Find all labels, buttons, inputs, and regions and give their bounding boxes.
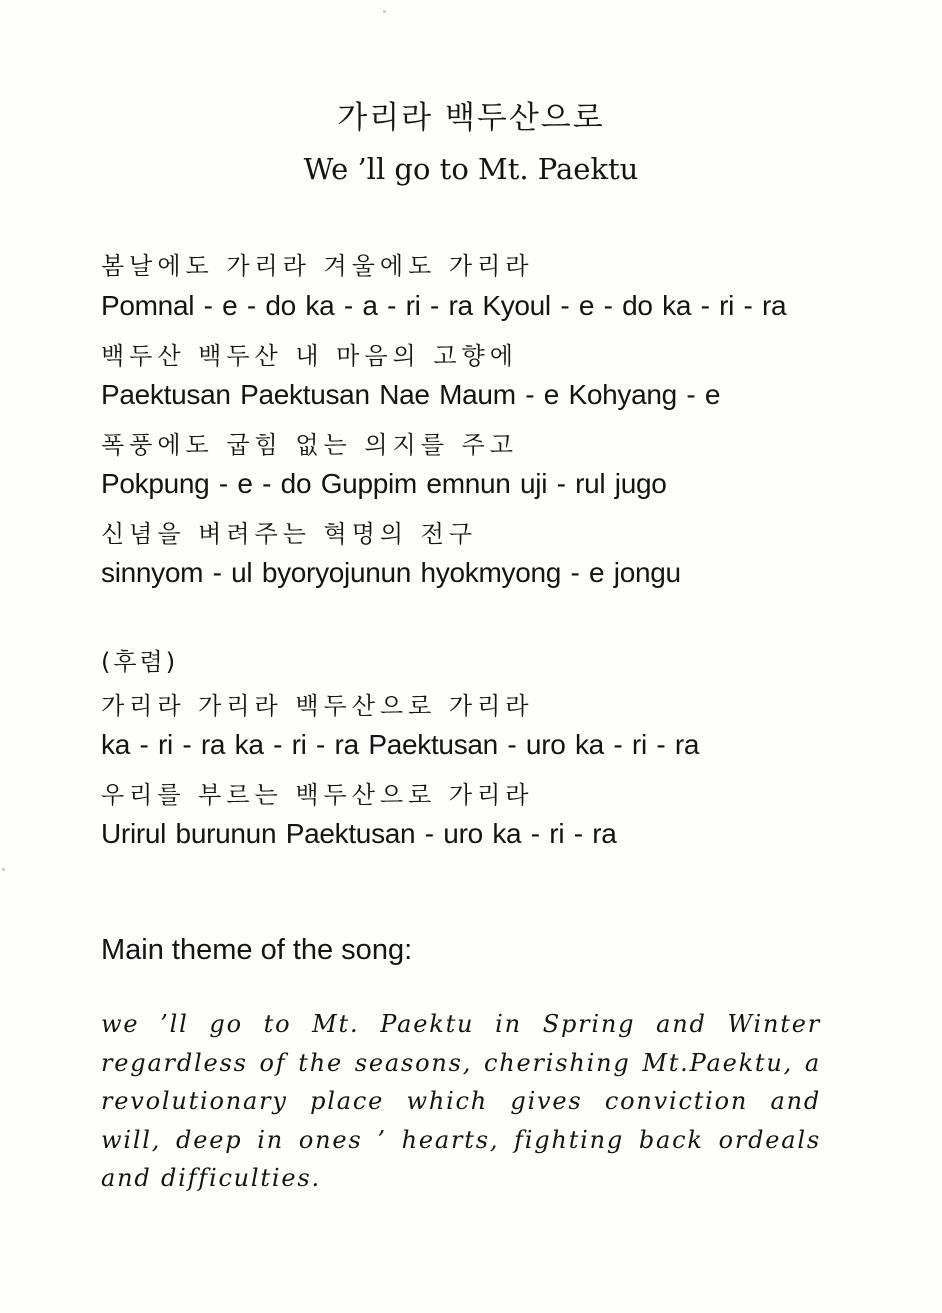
chorus-line-2-romanized: Urirul burunun Paektusan - uro ka - ri - ra [101, 818, 617, 849]
verse-line-4-romanized: sinnyom - ul byoryojunun hyokmyong - e jongu [101, 557, 681, 588]
scan-speck [383, 10, 386, 13]
song-title-korean: 가리라 백두산으로 [337, 100, 605, 136]
verse-line-3-korean: 폭풍에도 굽힘 없는 의지를 주고 [101, 431, 518, 459]
theme-heading: Main theme of the song: [101, 934, 413, 966]
chorus-line-2-korean: 우리를 부르는 백두산으로 가리라 [101, 781, 534, 809]
scan-speck [2, 868, 5, 871]
theme-description: we ’ll go to Mt. Paektu in Spring and Winter regardless of the seasons, cherishing Mt.Paektu, a revolutionary place which gives conviction and will, deep in ones ’ hearts, fighting back ordeals and difficulties. [101, 1010, 821, 1192]
verse-line-3-romanized: Pokpung - e - do Guppim emnun uji - rul jugo [101, 468, 667, 499]
verse-line-2-korean: 백두산 백두산 내 마음의 고향에 [101, 342, 518, 370]
chorus-line-1-romanized: ka - ri - ra ka - ri - ra Paektusan - uro ka - ri - ra [101, 729, 700, 760]
verse-line-4-korean: 신념을 벼려주는 혁명의 전구 [101, 520, 478, 548]
song-title-english: We ’ll go to Mt. Paektu [303, 152, 639, 186]
chorus-label: (후렴) [101, 648, 179, 676]
verse-line-1-romanized: Pomnal - e - do ka - a - ri - ra Kyoul - e - do ka - ri - ra [101, 290, 787, 321]
verse-line-2-romanized: Paektusan Paektusan Nae Maum - e Kohyang - e [101, 379, 721, 410]
verse-line-1-korean: 봄날에도 가리라 겨울에도 가리라 [101, 252, 534, 280]
chorus-line-1-korean: 가리라 가리라 백두산으로 가리라 [101, 692, 534, 720]
